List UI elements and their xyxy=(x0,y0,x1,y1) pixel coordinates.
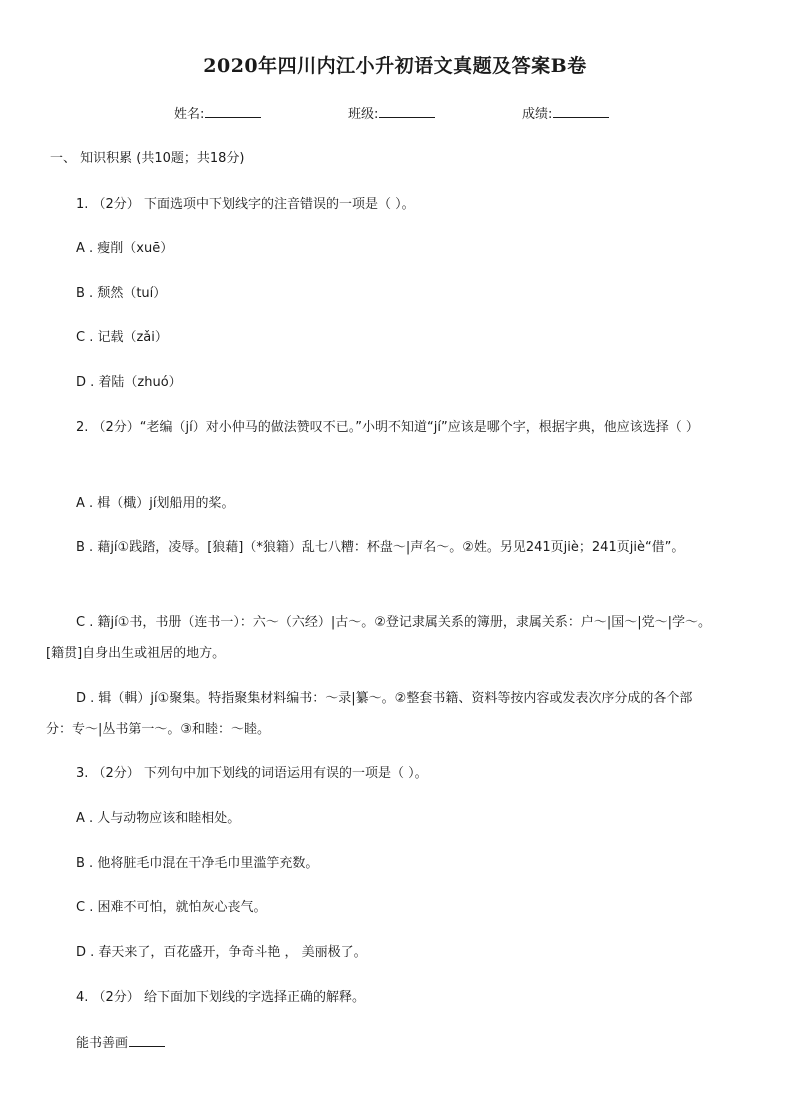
question-1-stem: 1. （2分） 下面选项中下划线字的注音错误的一项是（ ）。 xyxy=(76,197,415,212)
question-2-option-a[interactable]: A . 楫（檝）jí划船用的桨。 xyxy=(76,496,235,511)
score-blank[interactable] xyxy=(553,104,609,118)
question-1-option-c[interactable]: C . 记载（zǎi） xyxy=(76,330,168,345)
question-2-option-d[interactable]: D . 辑（輯）jí①聚集。特指聚集材料编书：～录|纂～。②整套书籍、资料等按内容或发表次序分成的各个部分：专～|丛书第一～。③和睦：～睦。 xyxy=(46,691,693,737)
question-1-option-d[interactable]: D . 着陆（zhuó） xyxy=(76,375,182,390)
name-label: 姓名: xyxy=(174,107,205,122)
question-3-option-c[interactable]: C . 困难不可怕，就怕灰心丧气。 xyxy=(76,900,267,915)
class-blank[interactable] xyxy=(379,104,435,118)
class-label: 班级: xyxy=(348,107,379,122)
question-4-stem: 4. （2分） 给下面加下划线的字选择正确的解释。 xyxy=(76,990,365,1005)
question-3-option-b[interactable]: B . 他将脏毛巾混在干净毛巾里滥竽充数。 xyxy=(76,856,319,871)
question-2-option-c[interactable]: C . 籍jí①书，书册（连书一）：六～（六经）|古～。②登记隶属关系的簿册，隶属关系：户～|国～|党～|学～。[籍贯]自身出生或祖居的地方。 xyxy=(46,615,712,661)
question-4-sub-label: 能书善画 xyxy=(76,1036,129,1051)
student-info-row xyxy=(0,103,790,123)
question-3-option-d[interactable]: D . 春天来了，百花盛开，争奇斗艳 ， 美丽极了。 xyxy=(76,945,367,960)
question-2-option-b[interactable]: B . 藉jí①践踏，凌辱。[狼藉]（*狼籍）乱七八糟：杯盘～|声名～。②姓。另见241页jiè；241页jiè“借”。 xyxy=(76,540,685,555)
score-field[interactable] xyxy=(522,103,609,122)
name-blank[interactable] xyxy=(205,104,261,118)
section-heading: 一、 知识积累 (共10题；共18分) xyxy=(50,151,245,166)
question-4-item xyxy=(76,1034,165,1053)
question-1-option-a[interactable]: A . 瘦削（xuē） xyxy=(76,241,174,256)
question-4-answer-blank[interactable] xyxy=(129,1034,165,1047)
name-field[interactable] xyxy=(174,103,261,122)
question-2-stem: 2. （2分）“老编（jí）对小仲马的做法赞叹不已。”小明不知道“jí”应该是哪个字，根据字典，他应该选择（ ） xyxy=(76,420,699,435)
question-1-option-b[interactable]: B . 颓然（tuí） xyxy=(76,286,167,301)
class-field[interactable] xyxy=(348,103,435,122)
question-3-option-a[interactable]: A . 人与动物应该和睦相处。 xyxy=(76,811,241,826)
page-title: 2020年四川内江小升初语文真题及答案B卷 xyxy=(203,55,587,77)
score-label: 成绩: xyxy=(522,107,553,122)
question-3-stem: 3. （2分） 下列句中加下划线的词语运用有误的一项是（ ）。 xyxy=(76,766,428,781)
